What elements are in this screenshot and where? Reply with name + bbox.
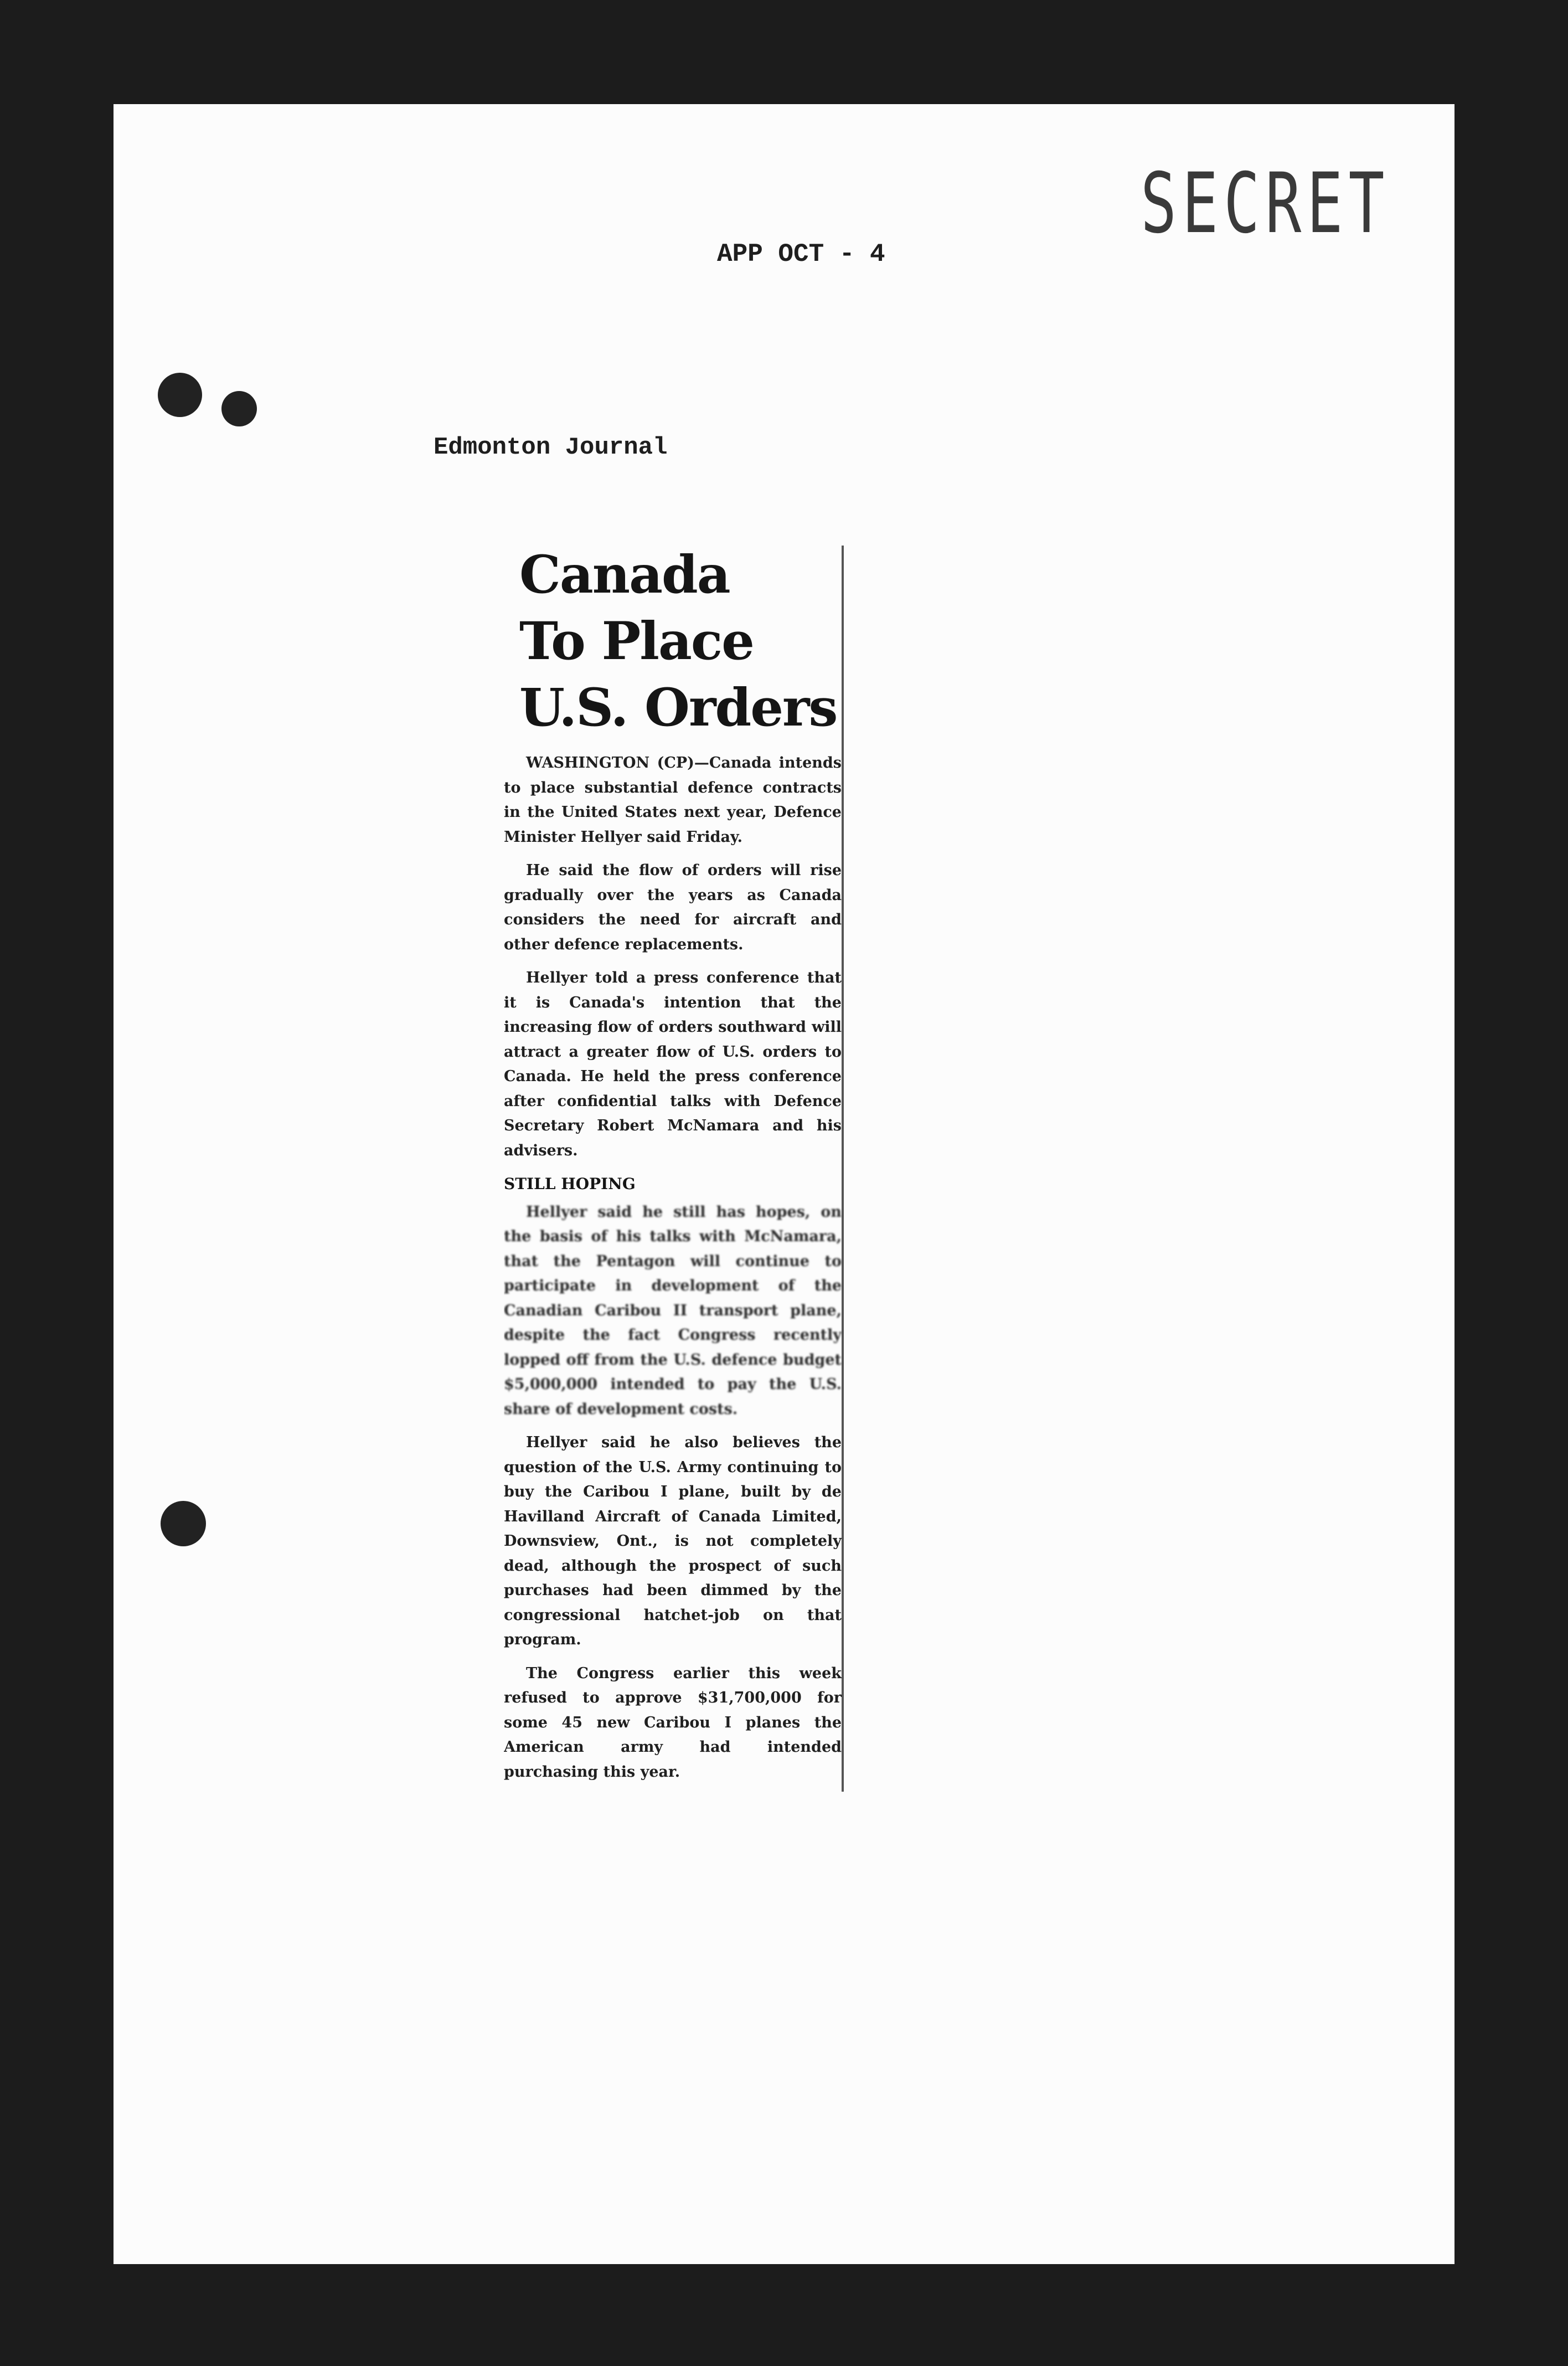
article-subhead: STILL HOPING — [504, 1175, 636, 1193]
headline-line: To Place — [519, 611, 754, 672]
article-paragraph: Hellyer said he still has hopes, on the basis of his talks with McNamara, that the Pentagon will continue to participate in development of the Canadian Caribou II transport plane, despite the fact Congress recently lopped off from the U.S. defence budget $5,000,000 intended to pay the U.S. share of development costs. — [504, 1203, 842, 1418]
headline-line: Canada — [519, 544, 730, 605]
article-paragraph: The Congress earlier this week refused to approve $31,700,000 for some 45 new Caribou I planes the American army had intended purchasing this year. — [504, 1664, 842, 1781]
date-stamp: APP OCT - 4 — [717, 240, 885, 269]
headline-line: U.S. Orders — [519, 677, 837, 738]
classification-stamp: SECRET — [1141, 156, 1390, 252]
punch-hole — [161, 1501, 206, 1546]
newspaper-source: Edmonton Journal — [434, 434, 668, 461]
article-body — [504, 751, 842, 1784]
article-paragraph: Hellyer told a press conference that it is Canada's intention that the increasing flow of orders southward will attract a greater flow of U.S. orders to Canada. He held the press conference after confidential talks with Defence Secretary Robert McNamara and his advisers. — [504, 969, 842, 1159]
punch-hole — [221, 391, 257, 426]
newspaper-clipping — [504, 542, 858, 1815]
punch-hole — [158, 373, 202, 417]
article-paragraph: Hellyer said he also believes the question of the U.S. Army continuing to buy the Caribou I plane, built by de Havilland Aircraft of Canada Limited, Downsview, Ont., is not completely dead, although the prospect of such purchases had been dimmed by the congressional hatchet-job on that program. — [504, 1434, 842, 1648]
article-paragraph: WASHINGTON (CP)—Canada intends to place substantial defence contracts in the United States next year, Defence Minister Hellyer said Friday. — [504, 754, 842, 846]
article-paragraph: He said the flow of orders will rise gradually over the years as Canada considers the need for aircraft and other defence replacements. — [504, 862, 842, 953]
article-headline — [519, 542, 858, 741]
